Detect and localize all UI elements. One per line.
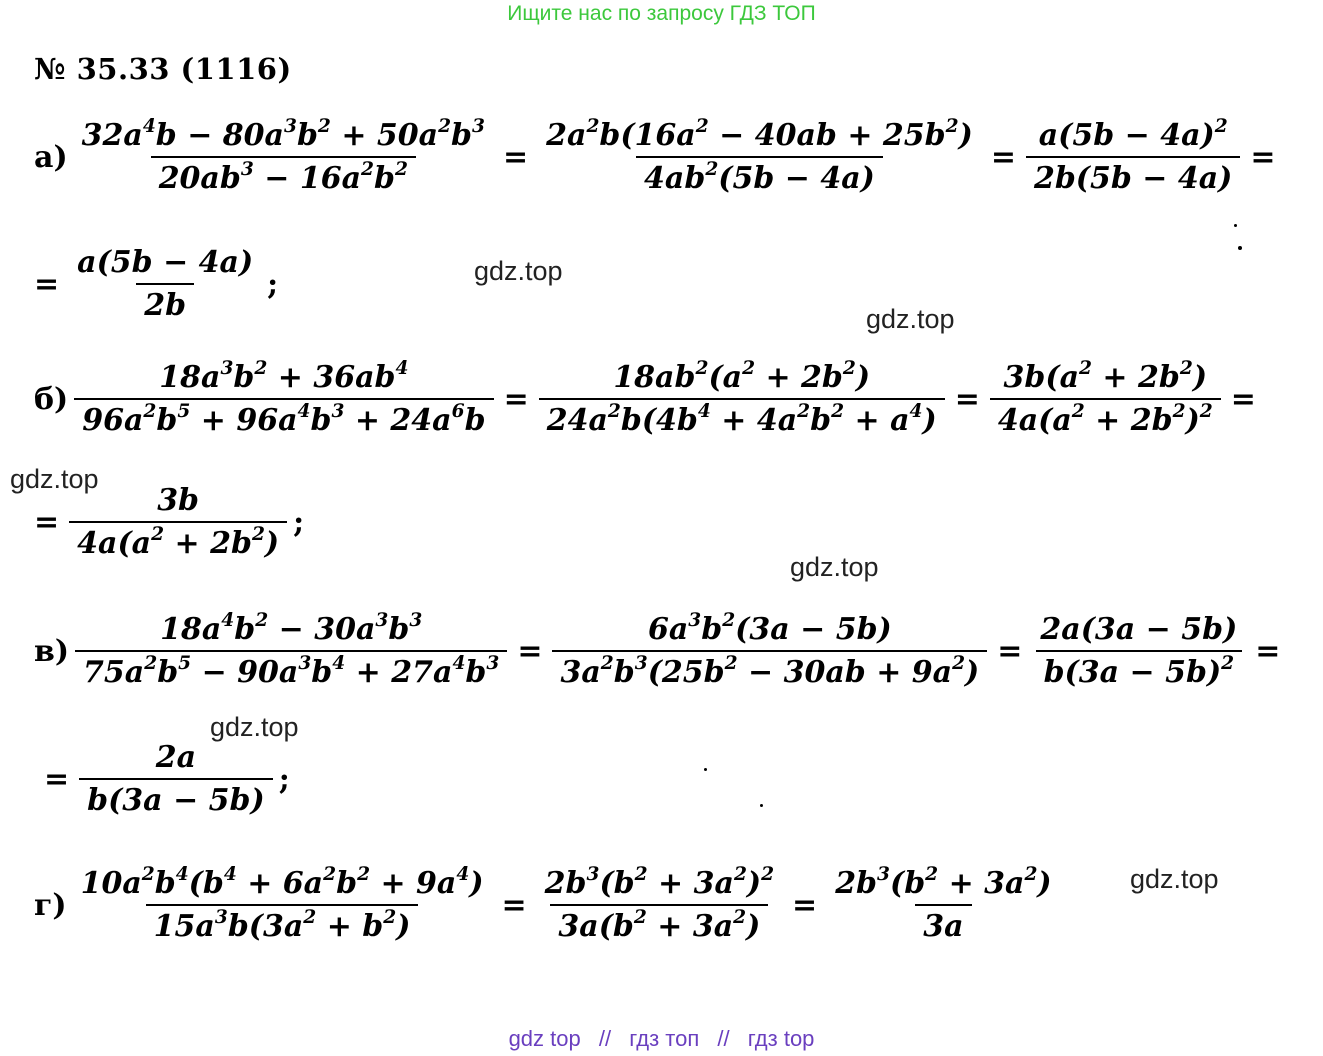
part-v-line2: = $\frac{2a}{b(3a - 5b)}$ ; xyxy=(44,740,290,818)
fraction: $\frac{2b^3(b^2 + 3a^2)^2}{3a(b^2 + 3a^2)}$ xyxy=(544,864,775,944)
scan-speck xyxy=(1238,246,1242,250)
part-a-line1: а) $\frac{32a^4b - 80a^3b^2 + 50a^2b^3}{20ab^3 - 16a^2b^2}$ = $\frac{2a^2b(16a^2 - 40ab + 25b^2)}{4ab^2(5b - 4a)}$ = $\frac{a(5b - 4a)^2}{2b(5b - 4a)}$ = xyxy=(34,116,1276,196)
problem-title: № 35.33 (1116) xyxy=(34,52,292,86)
fraction: $\frac{2a(3a - 5b)}{b(3a - 5b)^2}$ xyxy=(1032,612,1245,690)
fraction: $\frac{18a^4b^2 - 30a^3b^3}{75a^2b^5 - 90a^3b^4 + 27a^4b^3}$ xyxy=(75,612,507,690)
footer-link[interactable]: gdz top xyxy=(508,1026,581,1051)
part-g-label: г) xyxy=(34,887,67,923)
watermark: gdz.top xyxy=(474,256,563,286)
fraction: $\frac{32a^4b - 80a^3b^2 + 50a^2b^3}{20ab^3 - 16a^2b^2}$ xyxy=(81,116,485,196)
watermark: gdz.top xyxy=(866,304,955,334)
fraction: $\frac{3b(a^2 + 2b^2)}{4a(a^2 + 2b^2)^2}$ xyxy=(990,360,1221,438)
fraction: $\frac{2a^2b(16a^2 - 40ab + 25b^2)}{4ab^2(5b - 4a)}$ xyxy=(546,116,973,196)
fraction: $\frac{10a^2b^4(b^4 + 6a^2b^2 + 9a^4)}{15a^3b(3a^2 + b^2)}$ xyxy=(80,864,484,944)
watermark: gdz.top xyxy=(1130,864,1219,894)
footer-separator: // xyxy=(717,1026,730,1051)
footer-links xyxy=(0,1026,1323,1052)
watermark: gdz.top xyxy=(10,464,99,494)
footer-link[interactable]: гдз top xyxy=(747,1026,815,1051)
footer-separator: // xyxy=(598,1026,612,1051)
fraction: $\frac{2a}{b(3a - 5b)}$ xyxy=(79,740,273,818)
part-b-label: б) xyxy=(34,381,69,417)
top-banner: Ищите нас по запросу ГДЗ ТОП xyxy=(507,2,816,25)
part-a-label: а) xyxy=(34,139,68,175)
part-g-line1: г) $\frac{10a^2b^4(b^4 + 6a^2b^2 + 9a^4)}{15a^3b(3a^2 + b^2)}$ = $\frac{2b^3(b^2 + 3a^2)^2}{3a(b^2 + 3a^2)}$ = $\frac{2b^3(b^2 + 3a^2)}{3a}$ xyxy=(34,866,1060,944)
fraction: $\frac{18a^3b^2 + 36ab^4}{96a^2b^5 + 96a^4b^3 + 24a^6b}$ xyxy=(74,360,493,438)
fraction: $\frac{6a^3b^2(3a - 5b)}{3a^2b^3(25b^2 - 30ab + 9a^2)}$ xyxy=(552,612,987,690)
fraction: $\frac{2b^3(b^2 + 3a^2)}{3a}$ xyxy=(835,864,1052,944)
part-v-label: в) xyxy=(34,633,70,669)
part-v-line1: в) $\frac{18a^4b^2 - 30a^3b^3}{75a^2b^5 - 90a^3b^4 + 27a^4b^3}$ = $\frac{6a^3b^2(3a - 5b)}{3a^2b^3(25b^2 - 30ab + 9a^2)}$ = $\frac{2a(3a - 5b)}{b(3a - 5b)^2}$ = xyxy=(34,610,1281,690)
scan-speck xyxy=(760,804,763,807)
fraction: $\frac{a(5b - 4a)}{2b}$ xyxy=(77,245,254,323)
part-a-line2: = $\frac{a(5b - 4a)}{2b}$ ; xyxy=(34,245,279,323)
fraction: $\frac{a(5b - 4a)^2}{2b(5b - 4a)}$ xyxy=(1026,118,1240,196)
scan-speck xyxy=(704,768,707,771)
part-b-line1: б) $\frac{18a^3b^2 + 36ab^4}{96a^2b^5 + 96a^4b^3 + 24a^6b}$ = $\frac{18ab^2(a^2 + 2b^2)}{24a^2b(4b^4 + 4a^2b^2 + a^4)}$ = $\frac{3b(a^2 + 2b^2)}{4a(a^2 + 2b^2)^2}$ = xyxy=(34,358,1256,438)
scan-speck xyxy=(1234,224,1237,227)
watermark: gdz.top xyxy=(210,712,299,742)
footer-link[interactable]: гдз топ xyxy=(629,1026,700,1051)
watermark: gdz.top xyxy=(790,552,879,582)
fraction: $\frac{3b}{4a(a^2 + 2b^2)}$ xyxy=(69,483,287,561)
fraction: $\frac{18ab^2(a^2 + 2b^2)}{24a^2b(4b^4 + 4a^2b^2 + a^4)}$ xyxy=(539,360,945,438)
part-b-line2: = $\frac{3b}{4a(a^2 + 2b^2)}$ ; xyxy=(34,483,305,561)
